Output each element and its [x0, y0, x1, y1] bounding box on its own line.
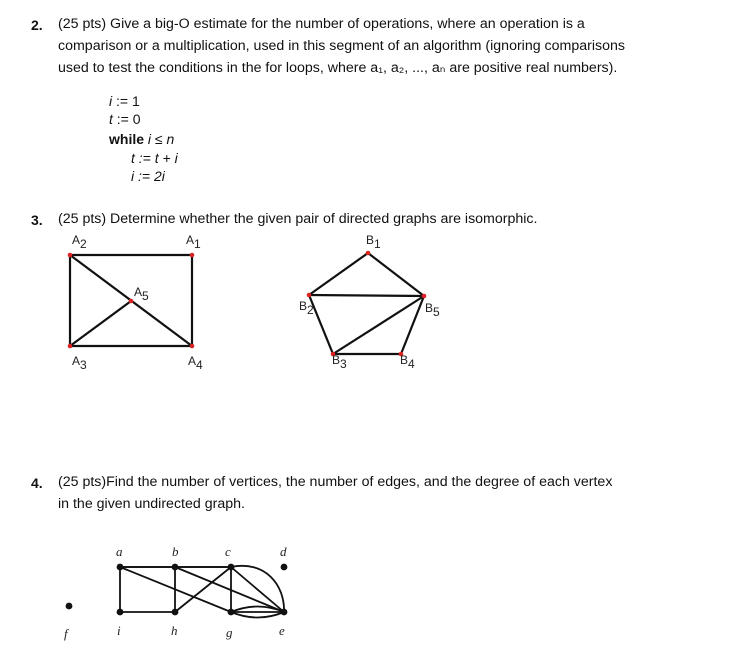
code-line-2: [109, 111, 141, 128]
label-a1: A1: [186, 233, 201, 251]
vertex-e: [281, 609, 288, 616]
code-line-4: [131, 150, 178, 167]
edge-b2-b5: [309, 295, 424, 296]
label-b3: B3: [332, 353, 347, 371]
edge-b5-b4: [401, 296, 424, 354]
label-a5: A5: [134, 285, 149, 303]
q2-line-1: (25 pts) Give a big-O estimate for the number of operations, where an operation is a: [58, 16, 585, 32]
code-while-keyword: while: [109, 131, 145, 147]
graph-a: [50, 228, 220, 378]
code-line-1: [109, 93, 140, 110]
label-d: d: [280, 544, 287, 559]
label-b1: B1: [366, 233, 381, 251]
q4-line-2: in the given undirected graph.: [58, 496, 245, 512]
vertex-g: [228, 609, 235, 616]
label-a3: A3: [72, 354, 87, 372]
q4-number: 4.: [31, 475, 43, 491]
vertex-a2: [68, 253, 73, 258]
vertex-b5: [422, 294, 427, 299]
vertex-b1: [366, 251, 371, 256]
edge-c-e: [231, 567, 284, 612]
q2-line-3: used to test the conditions in the for loops, where a₁, a₂, ..., aₙ are positive real numbers).: [58, 60, 618, 76]
code-line-3: [109, 131, 174, 148]
code-assign-2: := 0: [116, 111, 141, 127]
code-var-i: i: [109, 93, 113, 109]
label-c: c: [225, 544, 231, 559]
label-a: a: [116, 544, 123, 559]
code-line-5: [131, 168, 165, 185]
graph-q4: [50, 535, 310, 645]
label-b2: B2: [299, 299, 314, 317]
label-i: i: [117, 623, 121, 638]
edge-a5-a3: [70, 301, 131, 346]
q2-number: 2.: [31, 17, 43, 33]
label-b5: B5: [425, 301, 440, 319]
label-a2: A2: [72, 233, 87, 251]
vertex-a1: [190, 253, 195, 258]
label-a4: A4: [188, 354, 203, 372]
vertex-b: [172, 564, 179, 571]
vertex-a: [117, 564, 124, 571]
label-g: g: [226, 625, 233, 640]
vertex-a5: [129, 299, 134, 304]
vertex-d: [281, 564, 288, 571]
q2-line-2: comparison or a multiplication, used in this segment of an algorithm (ignoring comparisons: [58, 38, 625, 54]
vertex-f: [66, 603, 73, 610]
vertex-i: [117, 609, 124, 616]
edge-h-c: [175, 567, 231, 612]
edge-b1-b2: [309, 253, 368, 295]
vertex-a4: [190, 344, 195, 349]
code-assign-1: := 1: [116, 93, 140, 109]
label-b4: B4: [400, 353, 415, 371]
vertex-h: [172, 609, 179, 616]
edge-b1-b5: [368, 253, 424, 296]
q3-number: 3.: [31, 212, 43, 228]
vertex-b2: [307, 293, 312, 298]
q3-text: (25 pts) Determine whether the given pair of directed graphs are isomorphic.: [58, 211, 538, 227]
graph-b: [290, 228, 450, 378]
code-body-1: t := t + i: [131, 150, 178, 166]
label-h: h: [171, 623, 178, 638]
label-f: f: [64, 626, 68, 641]
label-e: e: [279, 623, 285, 638]
vertex-a3: [68, 344, 73, 349]
q4-line-1: (25 pts)Find the number of vertices, the number of edges, and the degree of each vertex: [58, 474, 613, 490]
label-b: b: [172, 544, 179, 559]
code-body-2: i := 2i: [131, 168, 165, 184]
vertex-c: [228, 564, 235, 571]
code-var-t: t: [109, 111, 113, 127]
code-while-condition: i ≤ n: [147, 131, 175, 147]
edge-b3-b5: [333, 296, 424, 354]
